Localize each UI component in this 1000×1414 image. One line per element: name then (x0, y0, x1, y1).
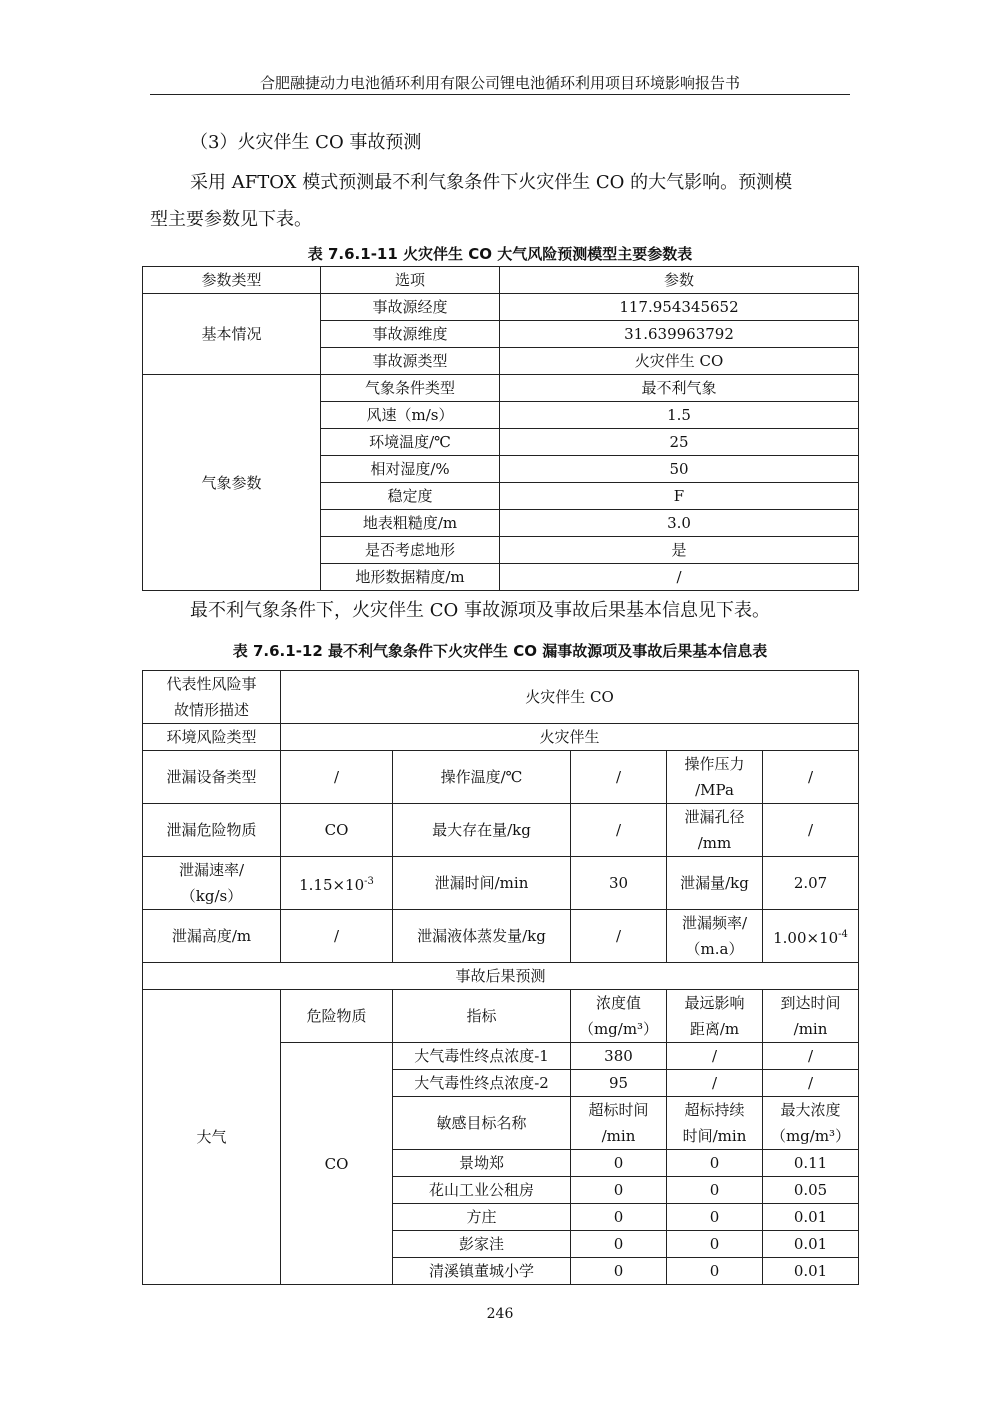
intro-line-1: 采用 AFTOX 模式预测最不利气象条件下火灾伴生 CO 的大气影响。预测模 (190, 172, 793, 193)
target-max: 0.11 (763, 1150, 859, 1177)
substance-cell: CO (281, 1043, 393, 1285)
target-name: 方庄 (393, 1204, 571, 1231)
evap-label: 泄漏液体蒸发量/kg (393, 910, 571, 963)
option-cell: 事故源类型 (321, 348, 500, 375)
endpoint-dist: / (667, 1043, 763, 1070)
sens-dur-line1: 超标持续 (684, 1101, 745, 1119)
sens-max-line2: （mg/m³） (770, 1127, 851, 1145)
target-max: 0.01 (763, 1258, 859, 1285)
freq-label-line2: （m.a） (685, 940, 744, 958)
between-text: 最不利气象条件下，火灾伴生 CO 事故源项及事故后果基本信息见下表。 (190, 600, 770, 621)
time-label: 泄漏时间/min (393, 857, 571, 910)
table-row (143, 294, 859, 321)
equip-value: / (281, 751, 393, 804)
op-press-label (667, 751, 763, 804)
target-name: 景坳郑 (393, 1150, 571, 1177)
op-temp-value: / (571, 751, 667, 804)
value-cell: 3.0 (500, 510, 859, 537)
option-cell: 稳定度 (321, 483, 500, 510)
sens-max-header (763, 1097, 859, 1150)
table-row (143, 804, 859, 857)
target-max: 0.01 (763, 1231, 859, 1258)
target-exceed: 0 (571, 1150, 667, 1177)
section-heading: （3）火灾伴生 CO 事故预测 (190, 132, 422, 153)
scenario-label (143, 671, 281, 724)
target-max: 0.05 (763, 1177, 859, 1204)
freq-label-line1: 泄漏频率/ (681, 914, 748, 932)
sens-exceed-line2: /min (601, 1127, 636, 1145)
col-conc-line1: 浓度值 (595, 994, 641, 1012)
option-cell: 是否考虑地形 (321, 537, 500, 564)
risk-type-label: 环境风险类型 (143, 724, 281, 751)
table1-header-cell: 参数 (500, 267, 859, 294)
table1-header-row (143, 267, 859, 294)
target-exceed: 0 (571, 1231, 667, 1258)
time-value: 30 (571, 857, 667, 910)
endpoint-dist: / (667, 1070, 763, 1097)
col-dist-line2: 距离/m (689, 1020, 740, 1038)
sens-exceed-line1: 超标时间 (588, 1101, 649, 1119)
value-cell: 25 (500, 429, 859, 456)
height-value: / (281, 910, 393, 963)
col-indicator-header: 指标 (393, 990, 571, 1043)
freq-label (667, 910, 763, 963)
target-exceed: 0 (571, 1258, 667, 1285)
sens-max-line1: 最大浓度 (780, 1101, 841, 1119)
table1-header-cell: 参数类型 (143, 267, 321, 294)
endpoint-conc: 380 (571, 1043, 667, 1070)
evap-value: / (571, 910, 667, 963)
option-cell: 事故源维度 (321, 321, 500, 348)
amount-value: 2.07 (763, 857, 859, 910)
target-max: 0.01 (763, 1204, 859, 1231)
target-duration: 0 (667, 1150, 763, 1177)
freq-value-exponent: -4 (838, 928, 848, 940)
table-row (143, 910, 859, 963)
freq-value-base: 1.00×10 (773, 928, 839, 947)
table-row (143, 671, 859, 724)
option-cell: 地形数据精度/m (321, 564, 500, 591)
scenario-label-line2: 故情形描述 (173, 701, 249, 719)
hole-label-line2: /mm (697, 834, 732, 852)
consequence-title: 事故后果预测 (143, 963, 859, 990)
target-duration: 0 (667, 1258, 763, 1285)
hazard-value: CO (281, 804, 393, 857)
col-hazard-header: 危险物质 (281, 990, 393, 1043)
endpoint-conc: 95 (571, 1070, 667, 1097)
table1-parameters (142, 266, 859, 591)
group-label-weather: 气象参数 (143, 375, 321, 591)
max-store-value: / (571, 804, 667, 857)
group-label-basic: 基本情况 (143, 294, 321, 375)
page-number: 246 (486, 1306, 514, 1322)
op-press-label-line2: /MPa (695, 781, 734, 799)
table2-accident-info (142, 670, 859, 1285)
table-row (143, 375, 859, 402)
target-name: 清溪镇董城小学 (393, 1258, 571, 1285)
option-cell: 风速（m/s） (321, 402, 500, 429)
scenario-value: 火灾伴生 CO (281, 671, 859, 724)
col-conc-header (571, 990, 667, 1043)
target-exceed: 0 (571, 1204, 667, 1231)
op-press-label-line1: 操作压力 (684, 755, 745, 773)
amount-label: 泄漏量/kg (667, 857, 763, 910)
rate-label-line2: （kg/s） (180, 887, 243, 905)
table2-caption: 表 7.6.1-12 最不利气象条件下火灾伴生 CO 漏事故源项及事故后果基本信息表 (232, 642, 768, 660)
target-name: 花山工业公租房 (393, 1177, 571, 1204)
value-cell: 1.5 (500, 402, 859, 429)
rate-value (281, 857, 393, 910)
option-cell: 相对湿度/% (321, 456, 500, 483)
hole-label (667, 804, 763, 857)
hazard-label: 泄漏危险物质 (143, 804, 281, 857)
table-row (143, 724, 859, 751)
running-header: 合肥融捷动力电池循环利用有限公司锂电池循环利用项目环境影响报告书 (259, 74, 740, 92)
header-divider (150, 94, 850, 95)
option-cell: 气象条件类型 (321, 375, 500, 402)
option-cell: 地表粗糙度/m (321, 510, 500, 537)
table-row (143, 751, 859, 804)
value-cell: / (500, 564, 859, 591)
height-label: 泄漏高度/m (143, 910, 281, 963)
sens-dur-line2: 时间/min (682, 1127, 747, 1145)
rate-label-line1: 泄漏速率/ (178, 861, 245, 879)
table-row (143, 990, 859, 1043)
op-temp-label: 操作温度/℃ (393, 751, 571, 804)
air-label: 大气 (143, 990, 281, 1285)
col-arrive-header (763, 990, 859, 1043)
col-conc-line2: （mg/m³） (578, 1020, 659, 1038)
equip-label: 泄漏设备类型 (143, 751, 281, 804)
value-cell: F (500, 483, 859, 510)
freq-value (763, 910, 859, 963)
col-arrive-line1: 到达时间 (780, 994, 841, 1012)
hole-value: / (763, 804, 859, 857)
target-duration: 0 (667, 1177, 763, 1204)
target-exceed: 0 (571, 1177, 667, 1204)
endpoint-time: / (763, 1070, 859, 1097)
table1-header-cell: 选项 (321, 267, 500, 294)
value-cell: 31.639963792 (500, 321, 859, 348)
value-cell: 是 (500, 537, 859, 564)
sens-dur-header (667, 1097, 763, 1150)
value-cell: 火灾伴生 CO (500, 348, 859, 375)
option-cell: 事故源经度 (321, 294, 500, 321)
table1-caption: 表 7.6.1-11 火灾伴生 CO 大气风险预测模型主要参数表 (307, 245, 693, 263)
table-row (143, 963, 859, 990)
endpoint-name: 大气毒性终点浓度-1 (393, 1043, 571, 1070)
col-dist-line1: 最远影响 (684, 994, 745, 1012)
op-press-value: / (763, 751, 859, 804)
target-duration: 0 (667, 1204, 763, 1231)
value-cell: 50 (500, 456, 859, 483)
sens-name-header: 敏感目标名称 (393, 1097, 571, 1150)
max-store-label: 最大存在量/kg (393, 804, 571, 857)
scenario-label-line1: 代表性风险事 (166, 675, 257, 693)
sens-exceed-header (571, 1097, 667, 1150)
col-arrive-line2: /min (793, 1020, 828, 1038)
col-dist-header (667, 990, 763, 1043)
rate-value-base: 1.15×10 (299, 875, 365, 894)
endpoint-time: / (763, 1043, 859, 1070)
risk-type-value: 火灾伴生 (281, 724, 859, 751)
endpoint-name: 大气毒性终点浓度-2 (393, 1070, 571, 1097)
value-cell: 117.954345652 (500, 294, 859, 321)
option-cell: 环境温度/℃ (321, 429, 500, 456)
rate-label (143, 857, 281, 910)
value-cell: 最不利气象 (500, 375, 859, 402)
table-row (143, 857, 859, 910)
intro-line-2: 型主要参数见下表。 (150, 209, 312, 230)
rate-value-exponent: -3 (364, 875, 374, 887)
target-name: 彭家洼 (393, 1231, 571, 1258)
target-duration: 0 (667, 1231, 763, 1258)
hole-label-line1: 泄漏孔径 (684, 808, 745, 826)
